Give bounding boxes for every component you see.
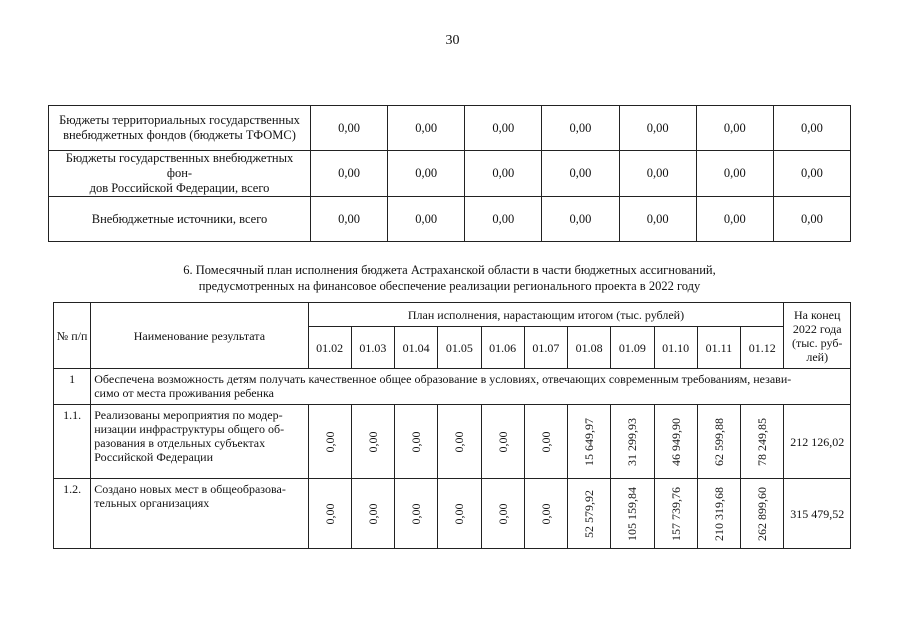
value-cell <box>524 405 567 479</box>
month-header: 01.12 <box>741 327 784 369</box>
row-num: 1.2. <box>54 479 91 549</box>
row-label <box>49 197 311 242</box>
value-cell: 0,00 <box>773 106 850 151</box>
vertical-value: 52 579,92 <box>582 489 597 538</box>
table-row <box>49 197 851 242</box>
value-cell: 0,00 <box>542 106 619 151</box>
section-title-line: 6. Помесячный план исполнения бюджета Астраханской области в части бюджетных ассигнований, <box>183 263 716 277</box>
year-total: 315 479,52 <box>784 479 851 549</box>
vertical-value: 0,00 <box>409 431 424 452</box>
value-cell <box>524 479 567 549</box>
vertical-value: 262 899,60 <box>755 486 770 541</box>
section-row-text <box>91 369 851 405</box>
row-label <box>49 106 311 151</box>
row-label-line: внебюджетных фондов (бюджеты ТФОМС) <box>63 128 296 142</box>
result-name-line: Создано новых мест в общеобразова- <box>94 482 286 496</box>
value-cell <box>395 405 438 479</box>
result-name <box>91 479 308 549</box>
value-cell <box>697 405 740 479</box>
value-cell <box>741 479 784 549</box>
row-num: 1.1. <box>54 405 91 479</box>
month-header: 01.07 <box>524 327 567 369</box>
table-row <box>49 106 851 151</box>
value-cell <box>308 405 351 479</box>
section-title <box>48 262 851 294</box>
value-cell: 0,00 <box>465 151 542 197</box>
vertical-value: 0,00 <box>322 503 337 524</box>
vertical-value: 78 249,85 <box>755 417 770 466</box>
table-row <box>54 479 851 549</box>
vertical-value: 105 159,84 <box>625 486 640 541</box>
year-total: 212 126,02 <box>784 405 851 479</box>
value-cell <box>654 405 697 479</box>
value-cell <box>351 405 394 479</box>
month-header: 01.04 <box>395 327 438 369</box>
vertical-value: 0,00 <box>495 431 510 452</box>
value-cell <box>481 479 524 549</box>
vertical-value: 157 739,76 <box>668 486 683 541</box>
value-cell: 0,00 <box>696 106 773 151</box>
table-row <box>49 151 851 197</box>
value-cell <box>741 405 784 479</box>
section-row-line: Обеспечена возможность детям получать качественное общее образование в условиях, отвечающих современным требованиям, незави- <box>94 372 792 386</box>
header-row <box>54 303 851 327</box>
value-cell: 0,00 <box>311 151 388 197</box>
value-cell <box>654 479 697 549</box>
result-name-line: разования в отдельных субъектах <box>94 436 266 450</box>
value-cell: 0,00 <box>465 106 542 151</box>
section-row-line: симо от места проживания ребенка <box>94 386 274 400</box>
vertical-value: 0,00 <box>538 503 553 524</box>
result-name-line: тельных организациях <box>94 496 210 510</box>
value-cell <box>481 405 524 479</box>
value-cell <box>438 405 481 479</box>
monthly-plan-table <box>53 302 851 549</box>
value-cell: 0,00 <box>311 106 388 151</box>
month-header: 01.11 <box>697 327 740 369</box>
header-num: № п/п <box>54 303 91 369</box>
month-header: 01.05 <box>438 327 481 369</box>
vertical-value: 15 649,97 <box>582 417 597 466</box>
value-cell: 0,00 <box>619 106 696 151</box>
value-cell: 0,00 <box>542 197 619 242</box>
month-header: 01.10 <box>654 327 697 369</box>
month-header: 01.02 <box>308 327 351 369</box>
value-cell <box>438 479 481 549</box>
budget-sources-table <box>48 105 851 242</box>
row-label-line: Бюджеты территориальных государственных <box>59 113 300 127</box>
value-cell: 0,00 <box>388 106 465 151</box>
value-cell: 0,00 <box>619 151 696 197</box>
result-name <box>91 405 308 479</box>
month-header: 01.03 <box>351 327 394 369</box>
vertical-value: 0,00 <box>452 431 467 452</box>
header-end-line: (тыс. руб- <box>792 335 843 350</box>
month-header: 01.08 <box>568 327 611 369</box>
month-header: 01.06 <box>481 327 524 369</box>
vertical-value: 46 949,90 <box>668 417 683 466</box>
value-cell: 0,00 <box>388 151 465 197</box>
value-cell: 0,00 <box>696 197 773 242</box>
value-cell <box>308 479 351 549</box>
value-cell <box>568 405 611 479</box>
row-label-line: дов Российской Федерации, всего <box>89 181 270 195</box>
vertical-value: 0,00 <box>365 503 380 524</box>
vertical-value: 0,00 <box>495 503 510 524</box>
value-cell: 0,00 <box>619 197 696 242</box>
header-end-of-year <box>784 303 851 369</box>
vertical-value: 0,00 <box>452 503 467 524</box>
value-cell <box>611 479 654 549</box>
row-label <box>49 151 311 197</box>
vertical-value: 0,00 <box>409 503 424 524</box>
row-label-line: Внебюджетные источники, всего <box>91 211 268 226</box>
value-cell <box>351 479 394 549</box>
value-cell: 0,00 <box>773 197 850 242</box>
value-cell <box>697 479 740 549</box>
result-name-line: Реализованы мероприятия по модер- <box>94 408 283 422</box>
value-cell: 0,00 <box>773 151 850 197</box>
table-row <box>54 405 851 479</box>
header-plan: План исполнения, нарастающим итогом (тыс. рублей) <box>308 303 784 327</box>
header-end-line: На конец <box>794 307 841 322</box>
vertical-value: 0,00 <box>538 431 553 452</box>
page-number: 30 <box>445 33 460 48</box>
value-cell <box>611 405 654 479</box>
value-cell: 0,00 <box>542 151 619 197</box>
header-end-line: лей) <box>806 349 829 364</box>
value-cell: 0,00 <box>311 197 388 242</box>
section-row <box>54 369 851 405</box>
value-cell <box>568 479 611 549</box>
section-title-line: предусмотренных на финансовое обеспечение реализации регионального проекта в 2022 году <box>198 279 701 293</box>
result-name-line: Российской Федерации <box>94 450 214 464</box>
vertical-value: 31 299,93 <box>625 417 640 466</box>
value-cell: 0,00 <box>388 197 465 242</box>
header-result-name: Наименование результата <box>91 303 308 369</box>
vertical-value: 0,00 <box>322 431 337 452</box>
value-cell: 0,00 <box>465 197 542 242</box>
month-header: 01.09 <box>611 327 654 369</box>
vertical-value: 62 599,88 <box>711 417 726 466</box>
result-name-line: низации инфраструктуры общего об- <box>94 422 285 436</box>
value-cell: 0,00 <box>696 151 773 197</box>
vertical-value: 0,00 <box>365 431 380 452</box>
row-label-line: Бюджеты государственных внебюджетных фон- <box>65 151 294 180</box>
row-num: 1 <box>54 369 91 405</box>
value-cell <box>395 479 438 549</box>
header-end-line: 2022 года <box>792 321 842 336</box>
vertical-value: 210 319,68 <box>711 486 726 541</box>
